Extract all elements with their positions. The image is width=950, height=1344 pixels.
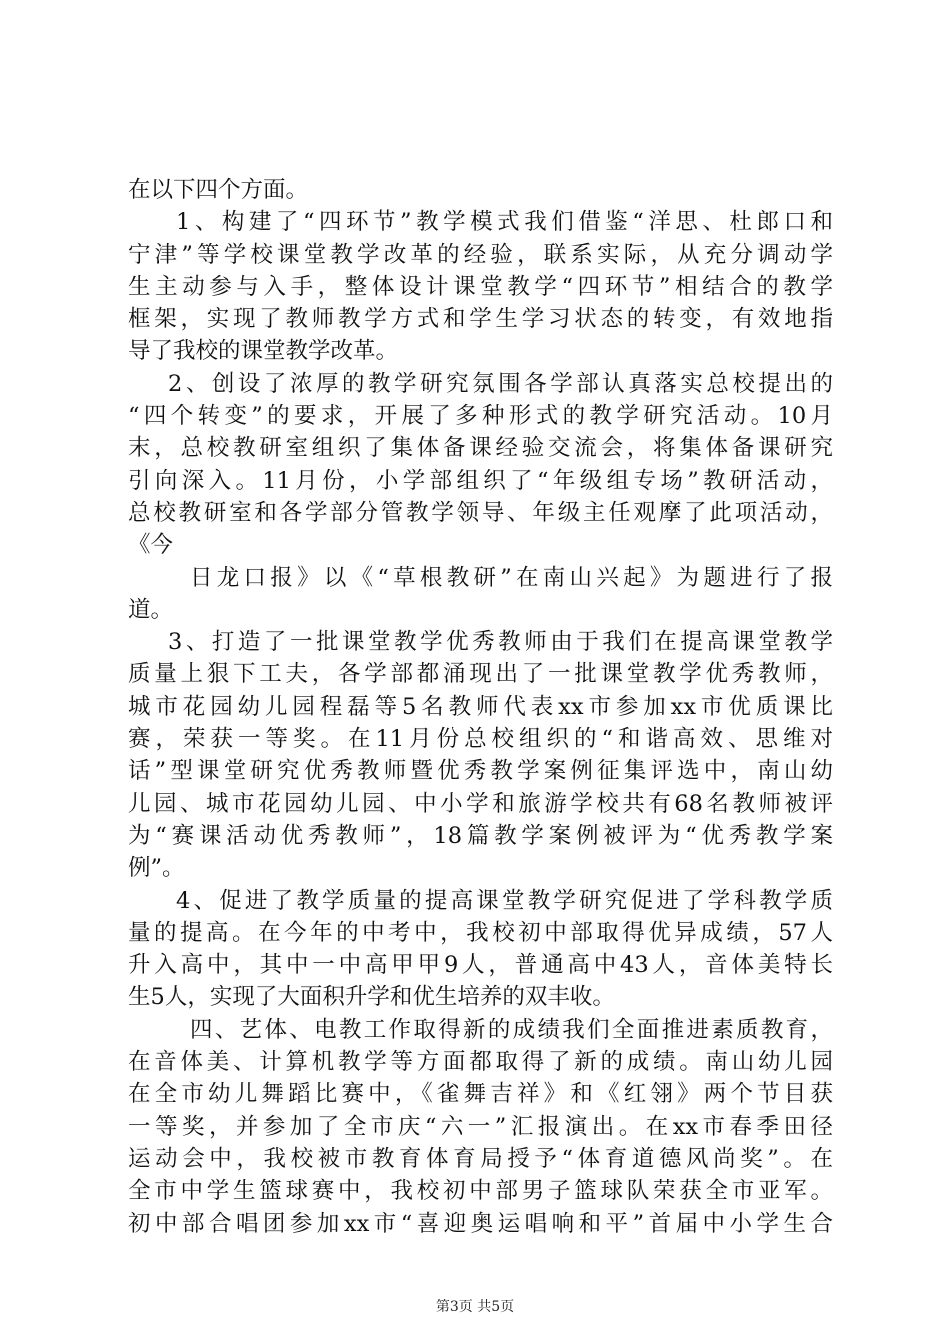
text-line: 末，总校教研室组织了集体备课经验交流会，将集体备课研究 [128,435,833,462]
text-line: 在音体美、计算机教学等方面都取得了新的成绩。南山幼儿园 [128,1049,833,1076]
text-line: 运动会中，我校被市教育体育局授予“体育道德风尚奖”。在 [128,1145,833,1172]
text-line: 为“赛课活动优秀教师”，18篇教学案例被评为“优秀教学案 [128,822,833,849]
text-line: 3、打造了一批课堂教学优秀教师由于我们在提高课堂教学 [168,629,833,656]
text-line: 宁津”等学校课堂教学改革的经验，联系实际，从充分调动学 [128,241,833,268]
text-line: 儿园、城市花园幼儿园、中小学和旅游学校共有68名教师被评 [128,790,833,817]
text-line: 在以下四个方面。 [128,177,309,203]
text-line: 生主动参与入手，整体设计课堂教学“四环节”相结合的教学 [128,273,833,300]
text-line: 一等奖，并参加了全市庆“六一”汇报演出。在xx市春季田径 [128,1113,833,1140]
text-line: 1、构建了“四环节”教学模式我们借鉴“洋思、杜郎口和 [176,209,833,236]
text-line: 质量上狠下工夫，各学部都涌现出了一批课堂教学优秀教师， [128,661,833,688]
text-line: 4、促进了教学质量的提高课堂教学研究促进了学科教学质 [176,887,833,914]
text-line: 框架，实现了教师教学方式和学生学习状态的转变，有效地指 [128,306,833,333]
text-line: 全市中学生篮球赛中，我校初中部男子篮球队荣获全市亚军。 [128,1178,833,1205]
text-line: 初中部合唱团参加xx市“喜迎奥运唱响和平”首届中小学生合 [128,1210,833,1237]
text-line: 导了我校的课堂教学改革。 [128,338,399,365]
text-line: 总校教研室和各学部分管教学领导、年级主任观摩了此项活动， [128,499,833,526]
text-line: 日龙口报》以《“草根教研”在南山兴起》为题进行了报 [190,564,833,591]
text-line: 例”。 [128,855,185,882]
text-line: 道。 [128,596,174,623]
text-line: 升入高中，其中一中高甲甲9人，普通高中43人，音体美特长 [128,952,833,979]
text-line: 赛，荣获一等奖。在11月份总校组织的“和谐高效、思维对 [128,726,833,753]
text-line: 四、艺体、电教工作取得新的成绩我们全面推进素质教育， [190,1016,833,1043]
text-line: 生5人，实现了大面积升学和优生培养的双丰收。 [128,984,615,1011]
text-line: 引向深入。11月份，小学部组织了“年级组专场”教研活动， [128,467,833,494]
text-line: 城市花园幼儿园程磊等5名教师代表xx市参加xx市优质课比 [128,693,833,720]
body-text [128,174,833,1240]
text-line: 在全市幼儿舞蹈比赛中，《雀舞吉祥》和《红翎》两个节目获 [128,1081,833,1108]
text-line: 《今 [128,532,174,559]
text-line: 2、创设了浓厚的教学研究氛围各学部认真落实总校提出的 [168,370,833,397]
text-line: 话”型课堂研究优秀教师暨优秀教学案例征集评选中，南山幼 [128,758,833,785]
text-line: 量的提高。在今年的中考中，我校初中部取得优异成绩，57人 [128,919,833,946]
page-footer: 第3页 共5页 [435,1299,515,1315]
text-line: “四个转变”的要求，开展了多种形式的教学研究活动。10月 [128,403,833,430]
